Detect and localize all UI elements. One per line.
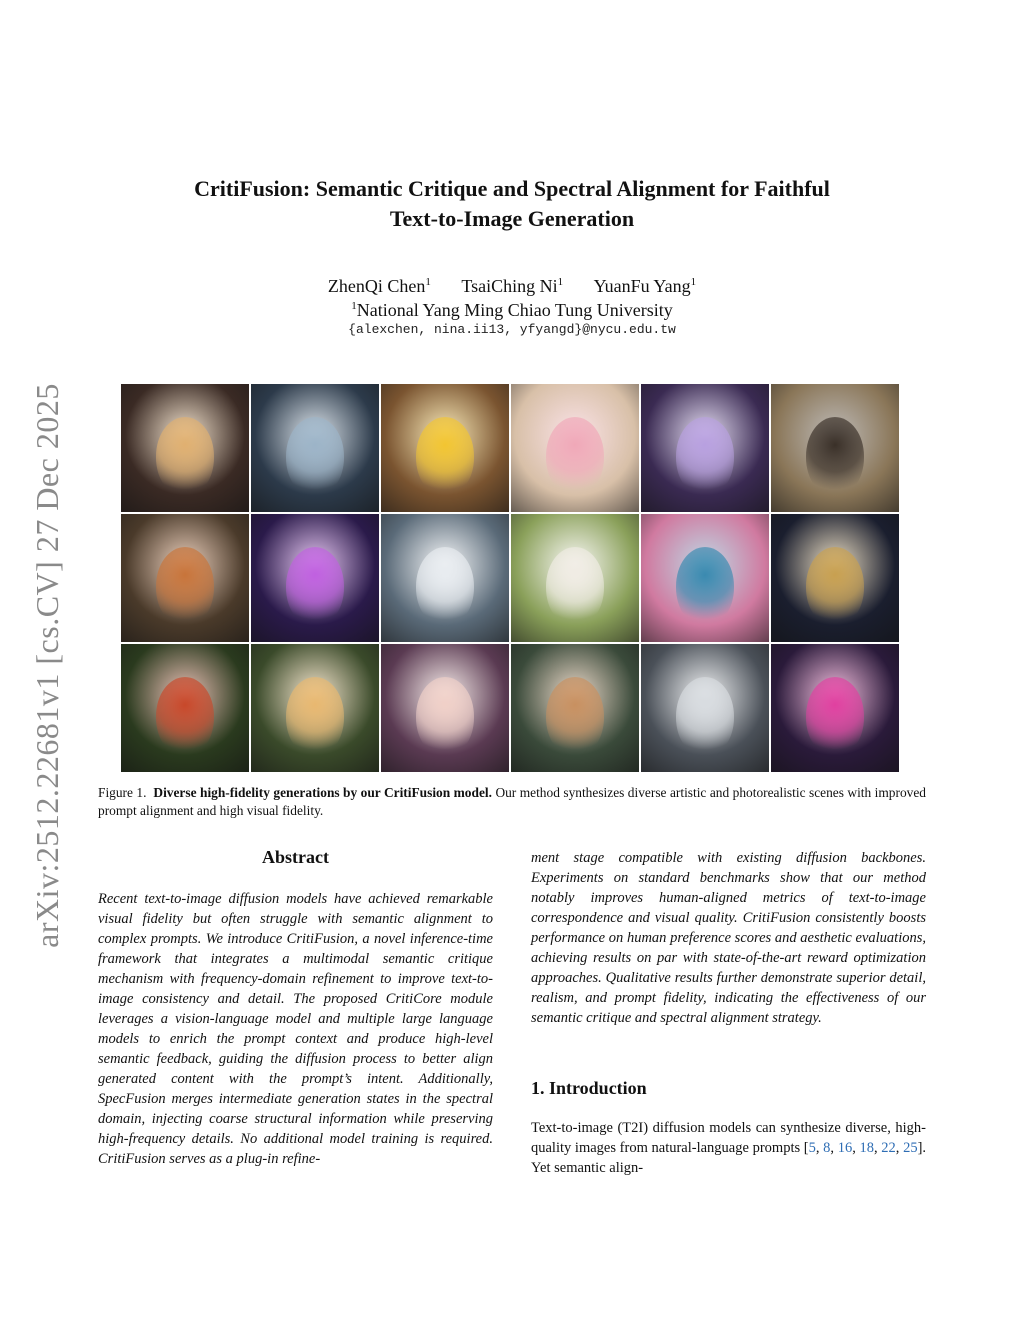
citation-link[interactable]: 18 [859, 1140, 874, 1156]
figure-image-neon-cyber-warrior [251, 514, 379, 642]
figure-image-subject [546, 547, 605, 626]
figure-image-fox-with-goggles [121, 514, 249, 642]
figure-image-subject [156, 677, 215, 756]
figure-image-mushroom-house [121, 644, 249, 772]
caption-bold: Diverse high-fidelity generations by our CritiFusion model. [153, 785, 492, 800]
citation-link[interactable]: 25 [903, 1140, 918, 1156]
figure-image-fairy-girl-forest [251, 644, 379, 772]
citation-link[interactable]: 5 [808, 1140, 816, 1156]
affiliation: $^1$National Yang Ming Chiao Tung University [351, 300, 673, 320]
figure-image-subject [286, 677, 345, 756]
figure-1-caption [98, 784, 926, 820]
title-line-2: Text-to-Image Generation [389, 206, 635, 231]
figure-image-astronaut-cosmic-portal [381, 644, 509, 772]
figure-image-turtle-pink-beach [641, 514, 769, 642]
figure-image-raccoon-in-starry-cloak [771, 514, 899, 642]
caption-text: Our method synthesizes diverse artistic and photorealistic scenes with improved prompt alignment and high visual fidelity. [98, 785, 926, 818]
citation-link[interactable]: 16 [837, 1140, 853, 1156]
paper-title [100, 174, 924, 234]
figure-image-meditating-woman-portal [121, 384, 249, 512]
figure-image-subject [676, 677, 735, 756]
author-2: TsaiChing Ni$^1$ [461, 276, 564, 296]
figure-image-subject [416, 677, 475, 756]
figure-image-white-rabbit-flowers [511, 514, 639, 642]
figure-image-anime-man-in-armor [251, 384, 379, 512]
figure-image-subject [286, 417, 345, 496]
figure-image-neon-city-samurai [771, 644, 899, 772]
figure-image-steampunk-dog-big-ben [771, 384, 899, 512]
figure-image-subject [416, 417, 475, 496]
author-3: YuanFu Yang$^1$ [593, 276, 697, 296]
abstract-body-right: ment stage compatible with existing diffusion backbones. Experiments on standard benchmarks show that our method notably improves human-aligned metrics of text-to-image correspondence and visual quality. CritiFusion consistently boosts performance on human preference scores and aesthetic evaluations, achieving results on par with state-of-the-art reward optimization approaches. Qualitative results further demonstrate superior detail, realism, and prompt fidelity, indicating the effectiveness of our semantic critique and spectral alignment strategy. [531, 850, 926, 1026]
arxiv-id-text: arXiv:2512.22681v1 [cs.CV] 27 Dec 2025 [28, 382, 65, 948]
figure-image-subject [156, 417, 215, 496]
figure-image-subject [156, 547, 215, 626]
title-line-1: CritiFusion: Semantic Critique and Spectral Alignment for Faithful [194, 176, 830, 201]
figure-image-flower-teacup-castle [511, 384, 639, 512]
right-column [531, 848, 926, 1178]
figure-image-subject [676, 547, 735, 626]
figure-image-purple-haired-woman [641, 384, 769, 512]
figure-image-smiling-sunflower-window [381, 384, 509, 512]
figure-image-subject [676, 417, 735, 496]
figure-image-subject [286, 547, 345, 626]
figure-image-subject [806, 677, 865, 756]
figure-image-subject [546, 417, 605, 496]
figure-image-subject [806, 547, 865, 626]
figure-image-subject [546, 677, 605, 756]
caption-label: Figure 1. [98, 785, 147, 800]
abstract-heading: Abstract [262, 847, 329, 867]
figure-image-subject [806, 417, 865, 496]
figure-1-image-grid [121, 384, 899, 772]
figure-image-subject [416, 547, 475, 626]
author-1: ZhenQi Chen$^1$ [327, 276, 431, 296]
figure-image-fawn-in-meadow [511, 644, 639, 772]
author-emails: {alexchen, nina.ii13, yfyangd}@nycu.edu.tw [348, 322, 676, 337]
figure-image-white-fox-moon-snow [381, 514, 509, 642]
figure-image-silver-armored-woman [641, 644, 769, 772]
citation-link[interactable]: 8 [823, 1140, 831, 1156]
abstract-body-left: Recent text-to-image diffusion models have achieved remarkable visual fidelity but often struggle with semantic alignment to complex prompts. We introduce CritiFusion, a novel inference-time framework that integrates a multimodal semantic critique mechanism with frequency-domain refinement to improve text-to-image consistency and detail. The proposed CritiCore module leverages a vision-language model and multiple large language models to enrich the prompt context and produce high-level semantic feedback, guiding the diffusion process to better align generated content with the prompt’s intent. Additionally, SpecFusion merges intermediate generation states in the spectral domain, injecting coarse structural information while preserving high-frequency details. No additional model training is required. CritiFusion serves as a plug-in refine- [98, 891, 493, 1167]
left-column [98, 845, 493, 1169]
introduction-text: Text-to-image (T2I) diffusion models can synthesize diverse, high-quality images from natural-language prompts [5, 8, 16, 18, 22, 25]. Yet semantic align- [531, 1120, 927, 1176]
introduction-heading: 1. Introduction [531, 1078, 647, 1098]
citation-link[interactable]: 22 [881, 1140, 896, 1156]
arxiv-side-stamp [30, 370, 64, 960]
